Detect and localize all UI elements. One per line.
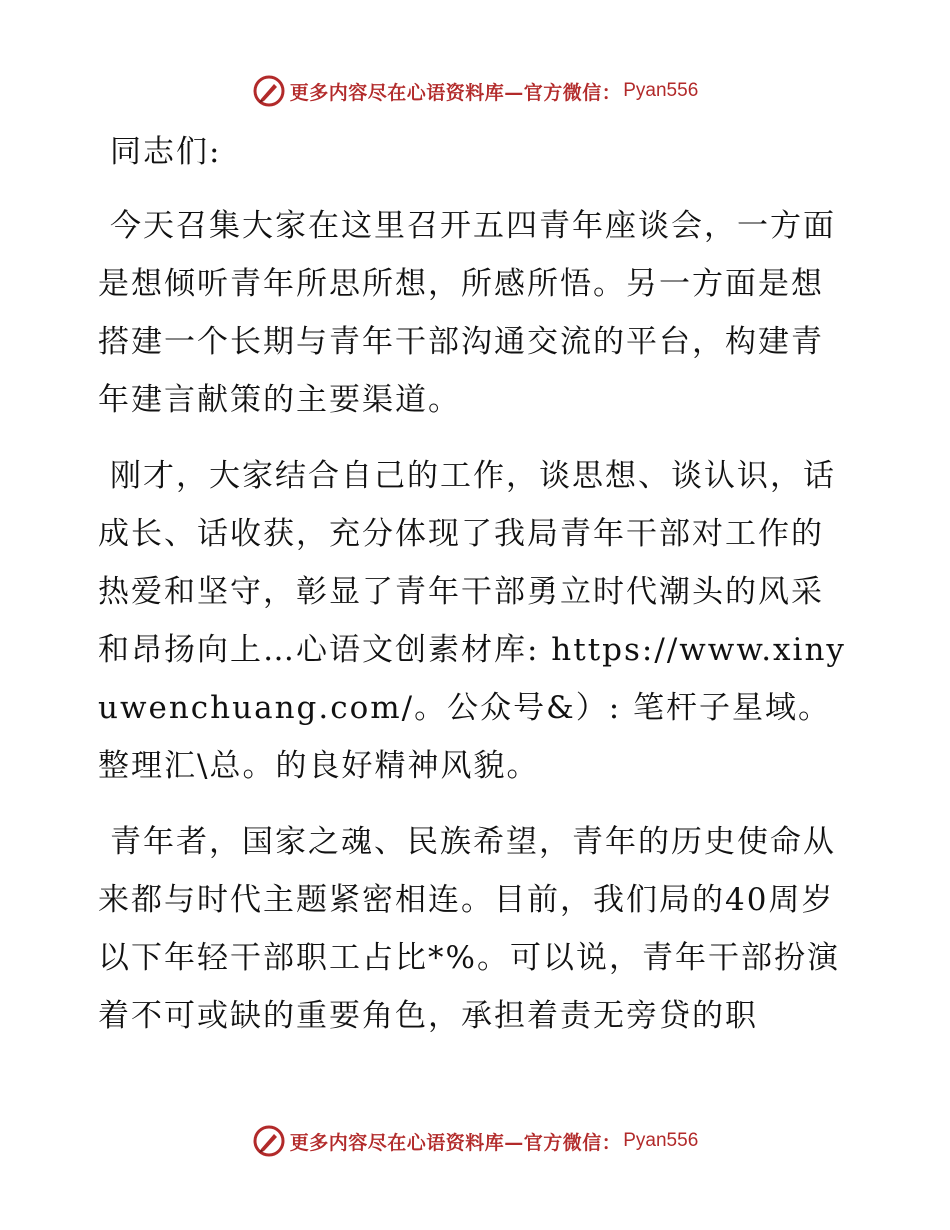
banner-wechat-id: Pyan556 xyxy=(623,80,699,101)
pen-logo-icon xyxy=(252,74,286,108)
greeting: 同志们: xyxy=(110,134,222,170)
paragraph-1: 今天召集大家在这里召开五四青年座谈会，一方面是想倾听青年所思所想，所感所悟。另一方面是想搭建一个长期与青年干部沟通交流的平台，构建青年建言献策的主要渠道。 xyxy=(98,208,836,418)
footer-banner xyxy=(0,1121,950,1161)
banner-wechat-id: Pyan556 xyxy=(623,1130,699,1151)
pen-logo-icon xyxy=(252,1124,286,1158)
document-body xyxy=(98,123,850,1045)
header-banner xyxy=(0,71,950,111)
paragraph-3: 青年者，国家之魂、民族希望，青年的历史使命从来都与时代主题紧密相连。目前，我们局的40周岁以下年轻干部职工占比*%。可以说，青年干部扮演着不可或缺的重要角色，承担着责无旁贷的职 xyxy=(98,824,840,1034)
banner-text: 更多内容尽在心语资料库—官方微信： xyxy=(289,1131,622,1154)
banner-text: 更多内容尽在心语资料库—官方微信： xyxy=(289,81,622,104)
paragraph-2: 刚才，大家结合自己的工作，谈思想、谈认识，话成长、话收获，充分体现了我局青年干部对工作的热爱和坚守，彰显了青年干部勇立时代潮头的风采和昂扬向上…心语文创素材库: https://www.xinyuwenchuang.com/。公众号&）: 笔杆子星域。整理汇\总。的良好精神风貌。 xyxy=(98,458,846,784)
